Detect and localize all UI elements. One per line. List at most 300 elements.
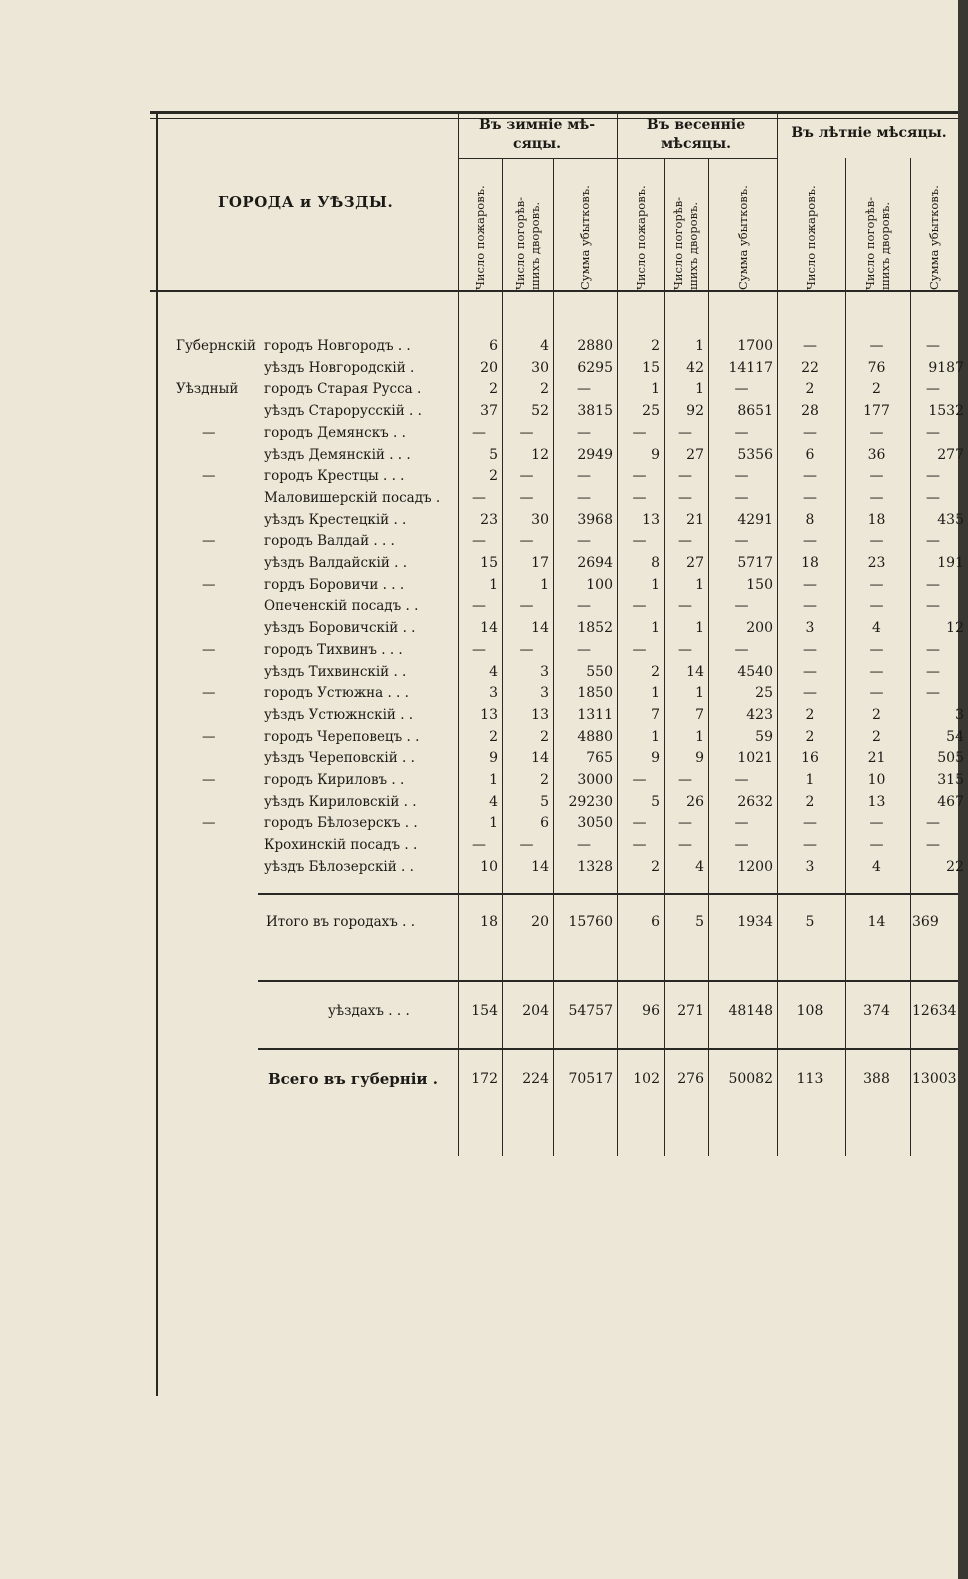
- row-label: городъ Череповецъ . .: [264, 728, 420, 745]
- table-cell: 28: [801, 403, 819, 420]
- row-label: городъ Крестцы . . .: [264, 468, 405, 485]
- row-label: уѣздъ Череповскій . .: [264, 750, 415, 767]
- row-label: уѣздъ Крестецкій . .: [264, 511, 407, 528]
- table-cell: —: [472, 533, 486, 550]
- table-cell: —: [869, 641, 884, 658]
- table-cell: 200: [746, 620, 773, 637]
- table-cell: 10: [480, 858, 498, 875]
- row-label: городъ Старая Русса .: [264, 381, 422, 398]
- table-cell: 1: [805, 772, 815, 788]
- row-lead: —: [202, 641, 216, 658]
- table-cell: 4: [872, 620, 881, 637]
- table-cell: 59: [755, 728, 773, 745]
- column-header-line: шихъ дворовъ.: [527, 201, 542, 290]
- table-cell: 2: [872, 728, 881, 745]
- row-lead: Уѣздный: [176, 381, 239, 398]
- column-header-line: Число пожаровъ.: [803, 185, 818, 290]
- column-header-line: Число погорѣв-: [671, 196, 685, 290]
- table-cell: 29230: [568, 793, 613, 810]
- table-cell: 3: [540, 663, 549, 680]
- table-cell: —: [869, 663, 884, 680]
- table-cell: 435: [937, 511, 964, 528]
- table-cell: 18: [867, 511, 886, 528]
- total-cell: 113: [796, 1071, 824, 1087]
- table-cell: 14: [480, 620, 498, 637]
- table-cell: 2: [651, 338, 660, 354]
- table-cell: 3050: [577, 815, 613, 832]
- column-header-line: Сумма убытковъ.: [926, 185, 941, 290]
- table-cell: —: [803, 576, 817, 593]
- table-cell: 13: [642, 511, 660, 528]
- table-cell: 27: [686, 446, 704, 463]
- table-cell: —: [869, 489, 884, 506]
- group-header-winter: Въ зимніе мѣ- сяцы.: [478, 117, 596, 152]
- table-cell: 100: [586, 576, 613, 593]
- row-label: уѣздъ Демянскій . . .: [264, 446, 411, 463]
- table-cell: 2: [805, 793, 815, 810]
- table-cell: 4: [695, 858, 704, 875]
- column-header-line: Сумма убытковъ.: [577, 185, 592, 290]
- table-cell: —: [472, 598, 486, 615]
- table-cell: 4: [872, 858, 881, 875]
- table-cell: 1: [651, 685, 660, 702]
- table-cell: 8: [805, 511, 815, 528]
- table-cell: —: [734, 772, 749, 788]
- total-cell: 224: [522, 1071, 549, 1087]
- table-cell: 277: [937, 446, 964, 463]
- total-cell: 15760: [568, 914, 613, 930]
- table-cell: —: [678, 533, 692, 550]
- table-cell: 5356: [737, 446, 773, 463]
- table-cell: 22: [801, 359, 819, 376]
- table-cell: —: [577, 598, 591, 615]
- table-cell: —: [632, 489, 647, 506]
- table-cell: 3: [540, 685, 549, 702]
- total-cell: 96: [642, 1003, 660, 1019]
- table-cell: 27: [686, 555, 704, 571]
- table-cell: —: [926, 576, 940, 593]
- table-cell: —: [803, 837, 817, 854]
- table-cell: —: [632, 598, 647, 615]
- table-cell: 1200: [737, 858, 773, 875]
- rule-horizontal: [258, 980, 958, 982]
- page-edge-shadow: [958, 0, 968, 1579]
- table-cell: 30: [531, 359, 549, 376]
- row-label: городъ Валдай . . .: [264, 533, 395, 550]
- table-cell: —: [926, 641, 940, 658]
- table-cell: —: [678, 598, 692, 615]
- table-cell: 1: [695, 381, 704, 398]
- table-cell: 150: [746, 576, 773, 593]
- table-cell: 23: [480, 511, 498, 528]
- table-cell: —: [869, 815, 884, 832]
- table-cell: 22: [946, 858, 964, 875]
- table-cell: —: [519, 489, 534, 506]
- column-header: [457, 160, 503, 290]
- column-header-line: Сумма убытковъ.: [735, 185, 749, 290]
- total-cell: 271: [677, 1003, 704, 1019]
- total-cell: 5: [695, 914, 704, 930]
- table-cell: —: [577, 381, 591, 398]
- table-cell: 21: [867, 750, 886, 767]
- table-cell: 2: [872, 706, 881, 723]
- table-cell: 9: [651, 750, 660, 767]
- table-cell: —: [577, 424, 591, 441]
- table-cell: —: [519, 424, 534, 441]
- table-cell: 8651: [737, 403, 773, 420]
- rule-horizontal: [258, 1048, 958, 1050]
- row-lead: —: [202, 728, 216, 745]
- table-cell: 1328: [577, 858, 613, 875]
- table-cell: 36: [867, 446, 886, 463]
- table-cell: 1311: [577, 706, 613, 723]
- table-cell: —: [734, 381, 749, 398]
- table-cell: 4291: [737, 511, 773, 528]
- table-cell: —: [803, 663, 817, 680]
- table-cell: 14: [531, 858, 549, 875]
- total-cell: 12634: [912, 1003, 957, 1019]
- table-cell: 2: [489, 728, 498, 745]
- table-cell: 4880: [577, 728, 613, 745]
- table-cell: —: [734, 641, 749, 658]
- table-cell: 2: [805, 706, 815, 723]
- row-label: городъ Тихвинъ . . .: [264, 641, 403, 658]
- table-cell: —: [926, 598, 940, 615]
- table-cell: 2: [489, 381, 498, 398]
- rule-vertical: [156, 111, 158, 1396]
- table-cell: —: [519, 533, 534, 550]
- total-cell: 5: [805, 914, 815, 930]
- row-label: городъ Демянскъ . .: [264, 424, 406, 441]
- table-cell: 54: [946, 728, 964, 745]
- table-cell: 9: [651, 446, 660, 463]
- table-cell: —: [869, 837, 884, 854]
- row-label: уѣздъ Боровичскій . .: [264, 620, 416, 637]
- row-lead: —: [202, 685, 216, 702]
- table-cell: 3: [489, 685, 498, 702]
- table-cell: 177: [863, 403, 890, 420]
- total-cell: 6: [651, 914, 660, 930]
- table-cell: —: [472, 641, 486, 658]
- table-cell: 6: [805, 446, 815, 463]
- row-label: гордъ Боровичи . . .: [264, 576, 405, 593]
- table-cell: —: [632, 772, 647, 788]
- table-cell: 20: [480, 359, 498, 376]
- table-cell: 1: [651, 381, 660, 398]
- total-cell: 18: [480, 914, 498, 930]
- table-cell: 4: [540, 338, 549, 354]
- table-cell: 5: [489, 446, 498, 463]
- table-cell: 2: [872, 381, 881, 398]
- table-cell: 1: [540, 576, 549, 593]
- table-cell: —: [678, 837, 692, 854]
- table-cell: 15: [642, 359, 660, 376]
- table-cell: 315: [937, 772, 964, 788]
- table-cell: —: [678, 815, 692, 832]
- table-cell: 1: [651, 576, 660, 593]
- table-cell: 5: [540, 793, 549, 810]
- table-cell: 191: [937, 555, 964, 571]
- table-cell: —: [734, 837, 749, 854]
- table-cell: 1: [695, 338, 704, 354]
- table-cell: —: [803, 598, 817, 615]
- table-cell: 12: [946, 620, 964, 637]
- total-cell: 102: [633, 1071, 660, 1087]
- column-header: [855, 160, 901, 290]
- table-cell: 9: [695, 750, 704, 767]
- table-cell: 52: [531, 403, 549, 420]
- table-cell: —: [577, 837, 591, 854]
- table-cell: —: [926, 837, 940, 854]
- table-cell: 4540: [737, 663, 773, 680]
- table-cell: —: [734, 598, 749, 615]
- table-cell: —: [678, 468, 692, 485]
- table-cell: 1532: [928, 403, 964, 420]
- table-cell: 23: [867, 555, 886, 571]
- table-cell: 550: [586, 663, 613, 680]
- table-cell: 1021: [737, 750, 773, 767]
- row-lead: —: [202, 772, 216, 788]
- table-cell: 2: [805, 381, 815, 398]
- row-label: уѣздъ Устюжнскій . .: [264, 706, 414, 723]
- table-cell: —: [678, 641, 692, 658]
- table-cell: 13: [480, 706, 498, 723]
- table-cell: —: [519, 468, 534, 485]
- column-header: [663, 160, 709, 290]
- table-cell: 2: [540, 381, 549, 398]
- table-cell: 14: [531, 750, 549, 767]
- total-cell: 1934: [737, 914, 773, 930]
- table-cell: 13: [531, 706, 549, 723]
- table-cell: —: [926, 663, 940, 680]
- row-label: городъ Бѣлозерскъ . .: [264, 815, 418, 832]
- total-cell: 369: [912, 914, 939, 930]
- row-label: уѣздъ Тихвинскій . .: [264, 663, 407, 680]
- rule-horizontal: [258, 893, 958, 895]
- table-cell: 1: [651, 728, 660, 745]
- row-label: уѣздъ Старорусскій . .: [264, 403, 422, 420]
- table-cell: 15: [480, 555, 498, 571]
- row-label: уѣздъ Бѣлозерскій . .: [264, 858, 414, 875]
- table-cell: —: [632, 641, 647, 658]
- table-cell: —: [926, 815, 940, 832]
- row-label: городъ Устюжна . . .: [264, 685, 409, 702]
- table-cell: 92: [686, 403, 704, 420]
- table-cell: 4: [489, 663, 498, 680]
- column-header: [788, 160, 834, 290]
- table-cell: —: [734, 489, 749, 506]
- table-cell: —: [734, 424, 749, 441]
- row-label: Крохинскій посадъ . .: [264, 837, 418, 854]
- table-cell: 423: [746, 706, 773, 723]
- table-cell: —: [803, 815, 817, 832]
- table-cell: —: [869, 685, 884, 702]
- table-cell: —: [926, 424, 940, 441]
- table-cell: —: [678, 424, 692, 441]
- column-header-line: Число погорѣв-: [512, 196, 527, 290]
- table-cell: —: [926, 338, 940, 354]
- row-label: Опеченскій посадъ . .: [264, 598, 419, 615]
- table-cell: 2880: [577, 338, 613, 354]
- table-cell: 6295: [577, 359, 613, 376]
- rule-horizontal: [458, 158, 618, 159]
- table-cell: 5: [651, 793, 660, 810]
- table-cell: 3: [955, 706, 964, 723]
- table-cell: 16: [801, 750, 819, 767]
- table-cell: 4: [489, 793, 498, 810]
- row-lead: —: [202, 533, 216, 550]
- total-label: Итого въ городахъ . .: [266, 914, 416, 930]
- table-cell: —: [869, 598, 884, 615]
- table-cell: 14: [686, 663, 704, 680]
- table-cell: —: [577, 641, 591, 658]
- table-cell: —: [678, 772, 692, 788]
- rule-horizontal: [150, 111, 958, 114]
- table-cell: 1: [489, 576, 498, 593]
- row-lead: —: [202, 468, 216, 485]
- table-cell: 1850: [577, 685, 613, 702]
- table-cell: 25: [642, 403, 660, 420]
- table-cell: 3815: [577, 403, 613, 420]
- column-header-line: Число пожаровъ.: [472, 185, 487, 290]
- table-cell: 467: [937, 793, 964, 810]
- total-cell: 70517: [568, 1071, 613, 1087]
- table-cell: —: [926, 489, 940, 506]
- table-cell: —: [869, 338, 884, 354]
- table-cell: —: [577, 489, 591, 506]
- total-cell: 13003: [912, 1071, 957, 1087]
- table-cell: 2949: [577, 446, 613, 463]
- table-cell: 1: [695, 576, 704, 593]
- table-cell: —: [803, 338, 817, 354]
- table-cell: —: [678, 489, 692, 506]
- table-cell: —: [869, 533, 884, 550]
- table-cell: 3: [805, 620, 815, 637]
- table-cell: —: [632, 424, 647, 441]
- table-cell: —: [632, 533, 647, 550]
- table-cell: —: [869, 576, 884, 593]
- table-cell: 9187: [928, 359, 964, 376]
- table-cell: 7: [695, 706, 704, 723]
- total-label: Всего въ губерніи .: [268, 1070, 439, 1088]
- table-cell: —: [869, 468, 884, 485]
- row-lead: —: [202, 815, 216, 832]
- table-cell: 2: [540, 728, 549, 745]
- table-cell: 3000: [577, 772, 613, 788]
- table-cell: —: [926, 533, 940, 550]
- row-label: городъ Новгородъ . .: [264, 338, 411, 354]
- total-cell: 276: [677, 1071, 704, 1087]
- row-label: уѣздъ Кириловскій . .: [264, 793, 417, 810]
- table-cell: 21: [686, 511, 704, 528]
- table-cell: 9: [489, 750, 498, 767]
- table-cell: 17: [531, 555, 549, 571]
- total-cell: 154: [471, 1003, 498, 1019]
- total-cell: 54757: [568, 1003, 613, 1019]
- table-cell: 13: [867, 793, 886, 810]
- column-header: [505, 160, 551, 290]
- total-cell: 204: [522, 1003, 549, 1019]
- row-label: уѣздъ Новгородскій .: [264, 359, 415, 376]
- table-cell: —: [577, 468, 591, 485]
- table-cell: 26: [686, 793, 704, 810]
- column-header-line: шихъ дворовъ.: [686, 201, 700, 290]
- group-header-summer: Въ лѣтніе мѣсяцы.: [791, 125, 947, 141]
- table-cell: 505: [937, 750, 964, 767]
- table-cell: —: [803, 424, 817, 441]
- table-cell: 8: [651, 555, 660, 571]
- column-header: [618, 160, 664, 290]
- table-cell: —: [519, 837, 534, 854]
- table-cell: —: [472, 489, 486, 506]
- table-cell: 1852: [577, 620, 613, 637]
- table-cell: 2: [489, 468, 498, 485]
- table-cell: 3: [805, 858, 815, 875]
- row-lead: Губернскій: [176, 338, 256, 354]
- table-cell: —: [869, 424, 884, 441]
- table-cell: —: [803, 641, 817, 658]
- column-header: [562, 160, 608, 290]
- table-cell: 42: [686, 359, 704, 376]
- table-cell: 2: [651, 663, 660, 680]
- table-cell: 10: [867, 772, 886, 788]
- table-cell: 18: [801, 555, 819, 571]
- table-cell: 5717: [737, 555, 773, 571]
- table-cell: 2: [805, 728, 815, 745]
- table-cell: —: [632, 815, 647, 832]
- total-cell: 48148: [728, 1003, 773, 1019]
- table-cell: 6: [489, 338, 498, 354]
- table-cell: 765: [586, 750, 613, 767]
- table-cell: —: [519, 641, 534, 658]
- table-cell: 2632: [737, 793, 773, 810]
- total-cell: 374: [863, 1003, 890, 1019]
- row-lead: —: [202, 576, 216, 593]
- stub-title: ГОРОДА и УѢЗДЫ.: [218, 193, 394, 211]
- table-cell: —: [577, 533, 591, 550]
- table-cell: —: [632, 837, 647, 854]
- table-cell: —: [734, 815, 749, 832]
- total-cell: 108: [796, 1003, 824, 1019]
- table-cell: —: [519, 598, 534, 615]
- row-label: уѣздъ Валдайскій . .: [264, 555, 408, 571]
- total-label: уѣздахъ . . .: [328, 1003, 410, 1019]
- total-cell: 14: [867, 914, 886, 930]
- table-cell: —: [472, 424, 486, 441]
- table-cell: —: [803, 468, 817, 485]
- table-cell: —: [926, 381, 940, 398]
- table-cell: 76: [867, 359, 886, 376]
- table-cell: —: [926, 468, 940, 485]
- column-header-line: шихъ дворовъ.: [877, 201, 892, 290]
- table-cell: 1: [695, 620, 704, 637]
- row-label: Маловишерскій посадъ .: [264, 489, 441, 506]
- table-cell: 14: [531, 620, 549, 637]
- table-cell: —: [803, 533, 817, 550]
- table-cell: 12: [531, 446, 549, 463]
- table-cell: 2: [651, 858, 660, 875]
- table-cell: 1700: [737, 338, 773, 354]
- table-cell: 3968: [577, 511, 613, 528]
- table-cell: 14117: [728, 359, 773, 376]
- column-header: [911, 160, 957, 290]
- table-cell: 2694: [577, 555, 613, 571]
- table-cell: —: [632, 468, 647, 485]
- table-cell: 30: [531, 511, 549, 528]
- table-cell: 1: [695, 685, 704, 702]
- table-cell: 1: [695, 728, 704, 745]
- table-cell: 6: [540, 815, 549, 832]
